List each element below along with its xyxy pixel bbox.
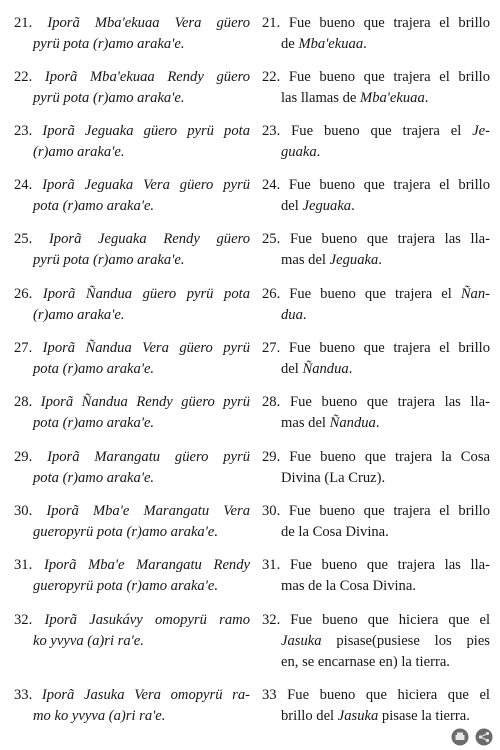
- italic-name: Ñandua: [302, 361, 349, 377]
- spanish-line: 33 Fue bueno que hiciera que el: [262, 687, 490, 703]
- guarani-line: ko yvyva (a)ri ra'e.: [33, 633, 144, 649]
- entry-number: 25.: [14, 231, 49, 247]
- guarani-line: mo ko yvyva (a)ri ra'e.: [33, 708, 166, 724]
- guarani-line: 33. Iporã Jasuka Vera omopyrü ra-: [14, 687, 250, 703]
- spanish-entry: [262, 610, 490, 673]
- entry-number: 33.: [14, 687, 42, 703]
- guarani-entry: [14, 392, 250, 434]
- guarani-line: gueropyrü pota (r)amo araka'e.: [33, 524, 218, 540]
- spanish-line: 23. Fue bueno que trajera el Je-: [262, 123, 490, 139]
- print-icon[interactable]: [452, 729, 469, 746]
- guarani-entry: [14, 610, 250, 652]
- guarani-line: pyrü pota (r)amo araka'e.: [33, 90, 185, 106]
- spanish-entry: [262, 338, 490, 380]
- spanish-line: del Jeguaka.: [281, 198, 355, 214]
- guarani-line: 31. Iporã Mba'e Marangatu Rendy: [14, 557, 250, 573]
- spanish-entry: [262, 284, 490, 326]
- spanish-entry: [262, 67, 490, 109]
- guarani-line: 23. Iporã Jeguaka güero pyrü pota: [14, 123, 250, 139]
- spanish-line: dua.: [281, 307, 307, 323]
- entry-number: 23.: [14, 123, 43, 139]
- spanish-entry: [262, 175, 490, 217]
- entry-number: 33: [262, 687, 288, 703]
- guarani-line: pota (r)amo araka'e.: [33, 361, 155, 377]
- spanish-entry: [262, 229, 490, 271]
- italic-name: Ñandua: [329, 415, 376, 431]
- entry-number: 21.: [14, 15, 48, 31]
- entry-number: 29.: [14, 449, 48, 465]
- guarani-entry: [14, 555, 250, 597]
- entry-number: 31.: [262, 557, 290, 573]
- spanish-line: 30. Fue bueno que trajera el brillo: [262, 503, 490, 519]
- entry-number: 30.: [262, 503, 289, 519]
- guarani-entry: [14, 501, 250, 543]
- spanish-line: mas del Ñandua.: [281, 415, 380, 431]
- spanish-line: de la Cosa Divina.: [281, 524, 389, 540]
- spanish-entry: [262, 685, 490, 727]
- guarani-line: pota (r)amo araka'e.: [33, 415, 155, 431]
- spanish-line: en, se encarnase en) la tierra.: [281, 654, 450, 670]
- italic-name: Jasuka: [281, 633, 322, 649]
- guarani-entry: [14, 284, 250, 326]
- entry-number: 32.: [14, 612, 45, 628]
- spanish-line: 22. Fue bueno que trajera el brillo: [262, 69, 490, 85]
- guarani-line: 29. Iporã Marangatu güero pyrü: [14, 449, 250, 465]
- entry-number: 32.: [262, 612, 291, 628]
- spanish-line: guaka.: [281, 144, 321, 160]
- entry-number: 21.: [262, 15, 289, 31]
- spanish-line: de Mba'ekuaa.: [281, 36, 367, 52]
- spanish-entry: [262, 555, 490, 597]
- guarani-line: (r)amo araka'e.: [33, 144, 125, 160]
- spanish-line: 29. Fue bueno que trajera la Cosa: [262, 449, 490, 465]
- guarani-entry: [14, 447, 250, 489]
- guarani-entry: [14, 175, 250, 217]
- italic-name: Mba'ekuaa: [360, 90, 425, 106]
- entry-number: 30.: [14, 503, 47, 519]
- spanish-line: 27. Fue bueno que trajera el brillo: [262, 340, 490, 356]
- guarani-line: pyrü pota (r)amo araka'e.: [33, 252, 185, 268]
- spanish-line: mas de la Cosa Divina.: [281, 578, 416, 594]
- entry-number: 24.: [262, 177, 289, 193]
- guarani-line: 30. Iporã Mba'e Marangatu Vera: [14, 503, 250, 519]
- spanish-line: mas del Jeguaka.: [281, 252, 382, 268]
- spanish-line: 32. Fue bueno que hiciera que el: [262, 612, 490, 628]
- entry-number: 26.: [262, 286, 290, 302]
- entry-number: 29.: [262, 449, 290, 465]
- entry-number: 31.: [14, 557, 44, 573]
- entry-number: 28.: [14, 394, 41, 410]
- spanish-entry: [262, 501, 490, 543]
- entry-number: 26.: [14, 286, 43, 302]
- spanish-line: las llamas de Mba'ekuaa.: [281, 90, 429, 106]
- italic-name: Ñan-: [460, 286, 490, 302]
- guarani-line: pyrü pota (r)amo araka'e.: [33, 36, 185, 52]
- spanish-line: del Ñandua.: [281, 361, 353, 377]
- entry-number: 28.: [262, 394, 290, 410]
- entry-number: 27.: [262, 340, 289, 356]
- share-icon[interactable]: [476, 729, 493, 746]
- guarani-entry: [14, 229, 250, 271]
- guarani-entry: [14, 121, 250, 163]
- guarani-line: 32. Iporã Jasukávy omopyrü ramo: [14, 612, 250, 628]
- spanish-entry: [262, 447, 490, 489]
- guarani-entry: [14, 685, 250, 727]
- entry-number: 24.: [14, 177, 43, 193]
- italic-name: Jasuka: [337, 708, 379, 724]
- entry-number: 22.: [262, 69, 289, 85]
- guarani-line: 21. Iporã Mba'ekuaa Vera güero: [14, 15, 250, 31]
- spanish-line: 28. Fue bueno que trajera las lla-: [262, 394, 490, 410]
- entry-number: 23.: [262, 123, 292, 139]
- guarani-line: 22. Iporã Mba'ekuaa Rendy güero: [14, 69, 250, 85]
- spanish-line: 24. Fue bueno que trajera el brillo: [262, 177, 490, 193]
- spanish-entry: [262, 392, 490, 434]
- guarani-entry: [14, 67, 250, 109]
- guarani-line: 25. Iporã Jeguaka Rendy güero: [14, 231, 250, 247]
- guarani-line: (r)amo araka'e.: [33, 307, 125, 323]
- entry-number: 27.: [14, 340, 43, 356]
- italic-name: guaka: [281, 144, 317, 160]
- guarani-line: 26. Iporã Ñandua güero pyrü pota: [14, 286, 250, 302]
- italic-name: Je-: [472, 123, 490, 139]
- guarani-line: 28. Iporã Ñandua Rendy güero pyrü: [14, 394, 250, 410]
- entry-number: 22.: [14, 69, 45, 85]
- guarani-entry: [14, 338, 250, 380]
- guarani-line: 27. Iporã Ñandua Vera güero pyrü: [14, 340, 250, 356]
- spanish-line: brillo del Jasuka pisase la tierra.: [281, 708, 470, 724]
- guarani-line: pota (r)amo araka'e.: [33, 470, 155, 486]
- corner-icons: [450, 727, 496, 747]
- spanish-line: 26. Fue bueno que trajera el Ñan-: [262, 286, 490, 302]
- guarani-line: gueropyrü pota (r)amo araka'e.: [33, 578, 218, 594]
- spanish-line: 25. Fue bueno que trajera las lla-: [262, 231, 490, 247]
- spanish-entry: [262, 13, 490, 55]
- italic-name: dua: [281, 307, 303, 323]
- guarani-entry: [14, 13, 250, 55]
- italic-name: Jeguaka: [329, 252, 379, 268]
- spanish-line: 31. Fue bueno que trajera las lla-: [262, 557, 490, 573]
- guarani-line: pota (r)amo araka'e.: [33, 198, 155, 214]
- guarani-line: 24. Iporã Jeguaka Vera güero pyrü: [14, 177, 250, 193]
- entry-number: 25.: [262, 231, 290, 247]
- spanish-line: Jasuka pisase(pusiese los pies: [281, 633, 490, 649]
- italic-name: Mba'ekuaa: [298, 36, 364, 52]
- spanish-entry: [262, 121, 490, 163]
- italic-name: Jeguaka: [302, 198, 352, 214]
- spanish-line: Divina (La Cruz).: [281, 470, 386, 486]
- spanish-line: 21. Fue bueno que trajera el brillo: [262, 15, 490, 31]
